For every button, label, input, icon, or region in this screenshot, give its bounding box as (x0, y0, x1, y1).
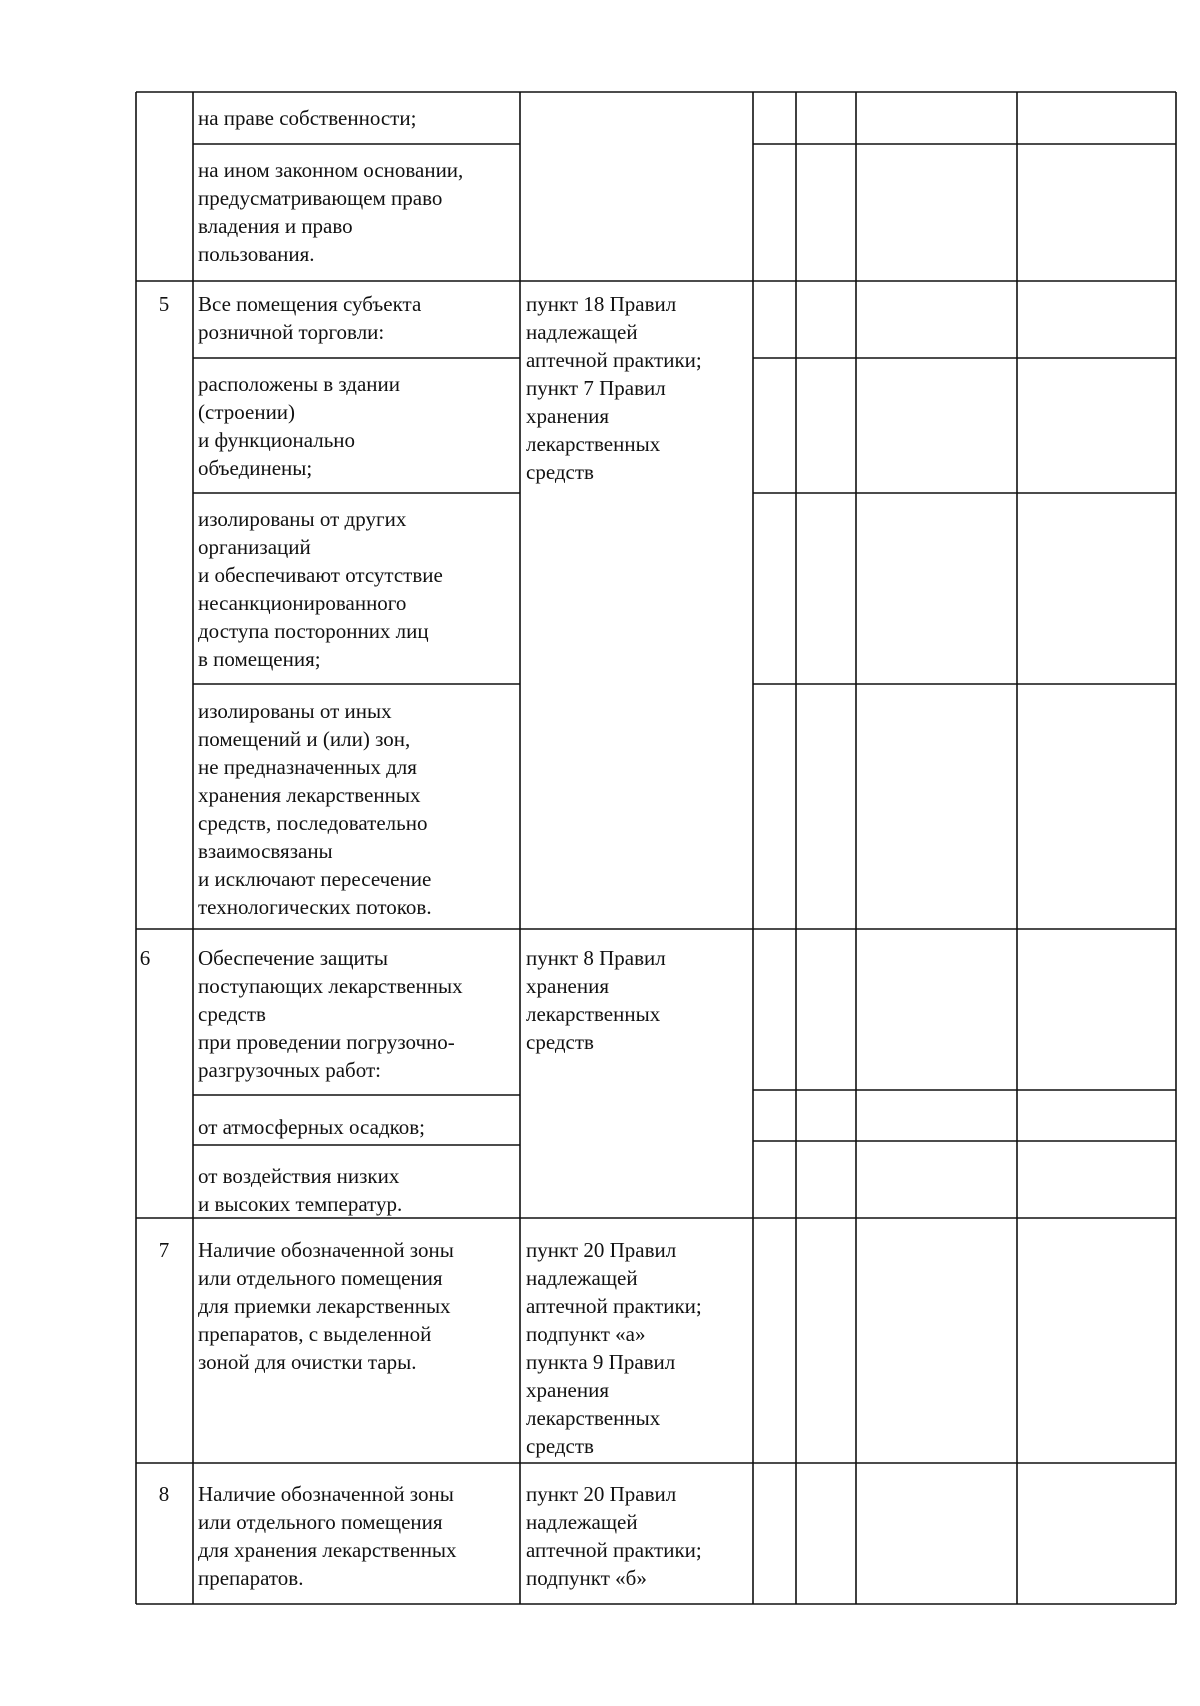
reference-text: пункт 20 Правил надлежащей аптечной практики; подпункт «а» пункта 9 Правил хранения лекарственных средств (526, 1238, 702, 1458)
reference-text: пункт 18 Правил надлежащей аптечной практики; пункт 7 Правил хранения лекарственных средств (526, 292, 702, 484)
item-text: Все помещения субъекта розничной торговли: (198, 292, 422, 344)
row-number: 5 (158, 292, 170, 316)
item-text: на ином законном основании, предусматривающем право владения и право пользования. (198, 158, 464, 266)
item-text: Наличие обозначенной зоны или отдельного помещения для хранения лекарственных препаратов. (198, 1482, 457, 1590)
reference-text: пункт 20 Правил надлежащей аптечной практики; подпункт «б» (526, 1482, 702, 1590)
row-number: 7 (158, 1238, 170, 1262)
item-text: изолированы от иных помещений и (или) зон, не предназначенных для хранения лекарственных средств, последовательно взаимосвязаны и исключают пересечение технологических потоков. (198, 699, 432, 919)
item-text: от атмосферных осадков; (198, 1115, 426, 1139)
item-text: от воздействия низких и высоких температур. (198, 1164, 403, 1216)
reference-text: пункт 8 Правил хранения лекарственных средств (526, 946, 666, 1054)
item-text: Наличие обозначенной зоны или отдельного помещения для приемки лекарственных препаратов, с выделенной зоной для очистки тары. (198, 1238, 454, 1374)
item-text: на праве собственности; (198, 106, 417, 130)
item-text: изолированы от других организаций и обеспечивают отсутствие несанкционированного доступа посторонних лиц в помещения; (198, 507, 443, 671)
item-text: расположены в здании (строении) и функционально объединены; (198, 372, 401, 480)
item-text: Обеспечение защиты поступающих лекарственных средств при проведении погрузочно- разгрузочных работ: (198, 946, 463, 1082)
row-number: 6 (139, 946, 151, 970)
row-number: 8 (158, 1482, 170, 1506)
